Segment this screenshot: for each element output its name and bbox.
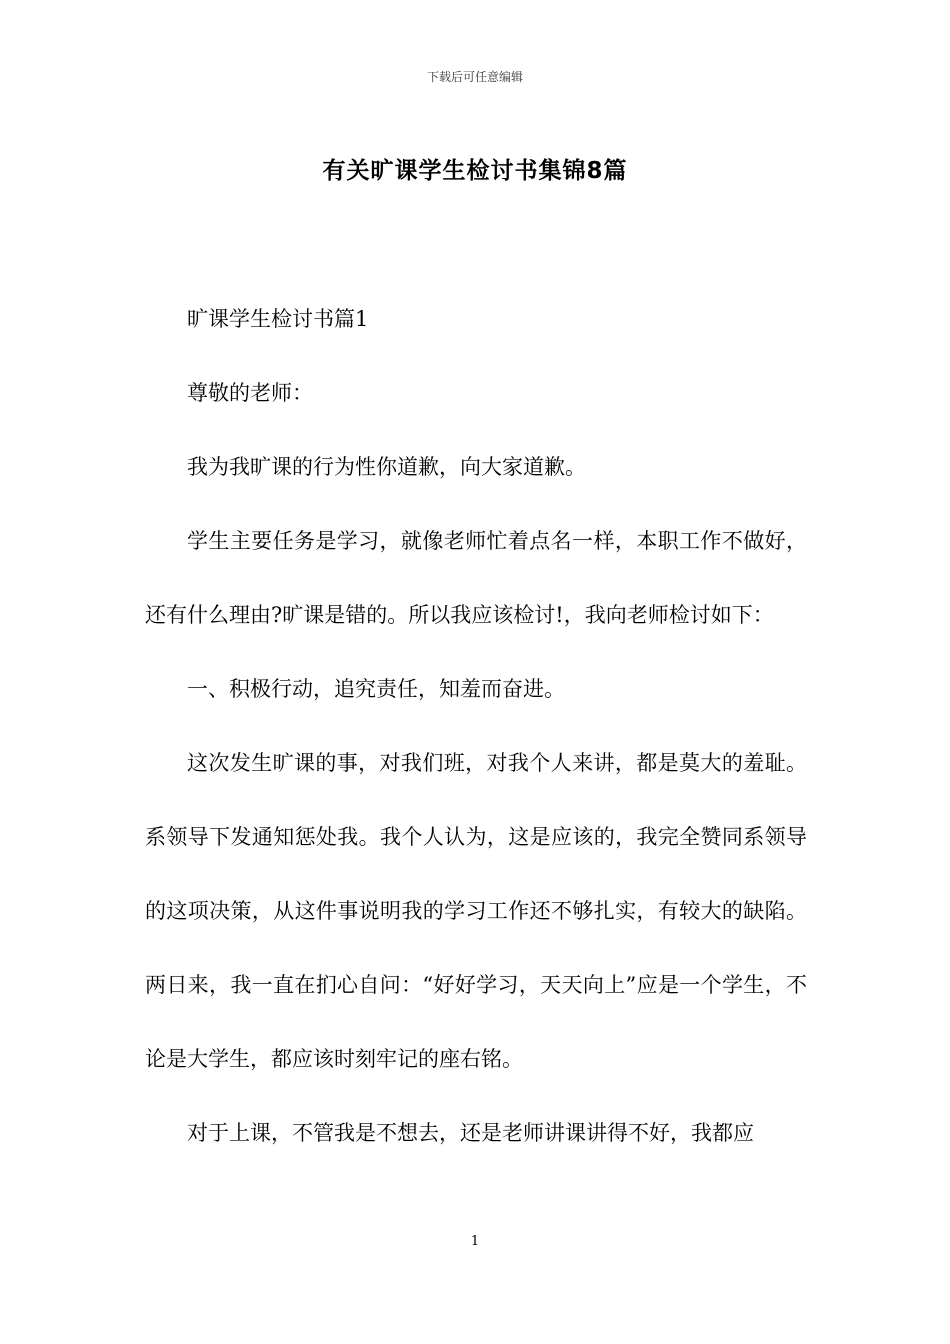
document-body (145, 282, 807, 1170)
page-number: 1 (470, 1234, 480, 1249)
body-paragraph: 这次发生旷课的事，对我们班，对我个人来讲，都是莫大的羞耻。系领导下发通知惩处我。我个人认为，这是应该的，我完全赞同系领导的这项决策，从这件事说明我的学习工作还不够扎实，有较大的缺陷。两日来，我一直在扪心自问：“好好学习，天天向上”应是一个学生，不论是大学生，都应该时刻牢记的座右铭。 (145, 751, 807, 1071)
section-heading: 旷课学生检讨书篇1 (187, 307, 369, 331)
document-title: 有关旷课学生检讨书集锦8篇 (322, 158, 628, 184)
body-paragraph: 对于上课，不管我是不想去，还是老师讲课讲得不好，我都应 (187, 1121, 754, 1145)
list-point-heading: 一、积极行动，追究责任，知羞而奋进。 (187, 677, 565, 701)
body-paragraph: 学生主要任务是学习，就像老师忙着点名一样，本职工作不做好，还有什么理由?旷课是错的。所以我应该检讨!，我向老师检讨如下： (145, 529, 807, 627)
header-note: 下载后可任意编辑 (426, 70, 523, 84)
salutation: 尊敬的老师： (187, 381, 313, 405)
body-paragraph: 我为我旷课的行为性你道歉，向大家道歉。 (187, 455, 586, 479)
